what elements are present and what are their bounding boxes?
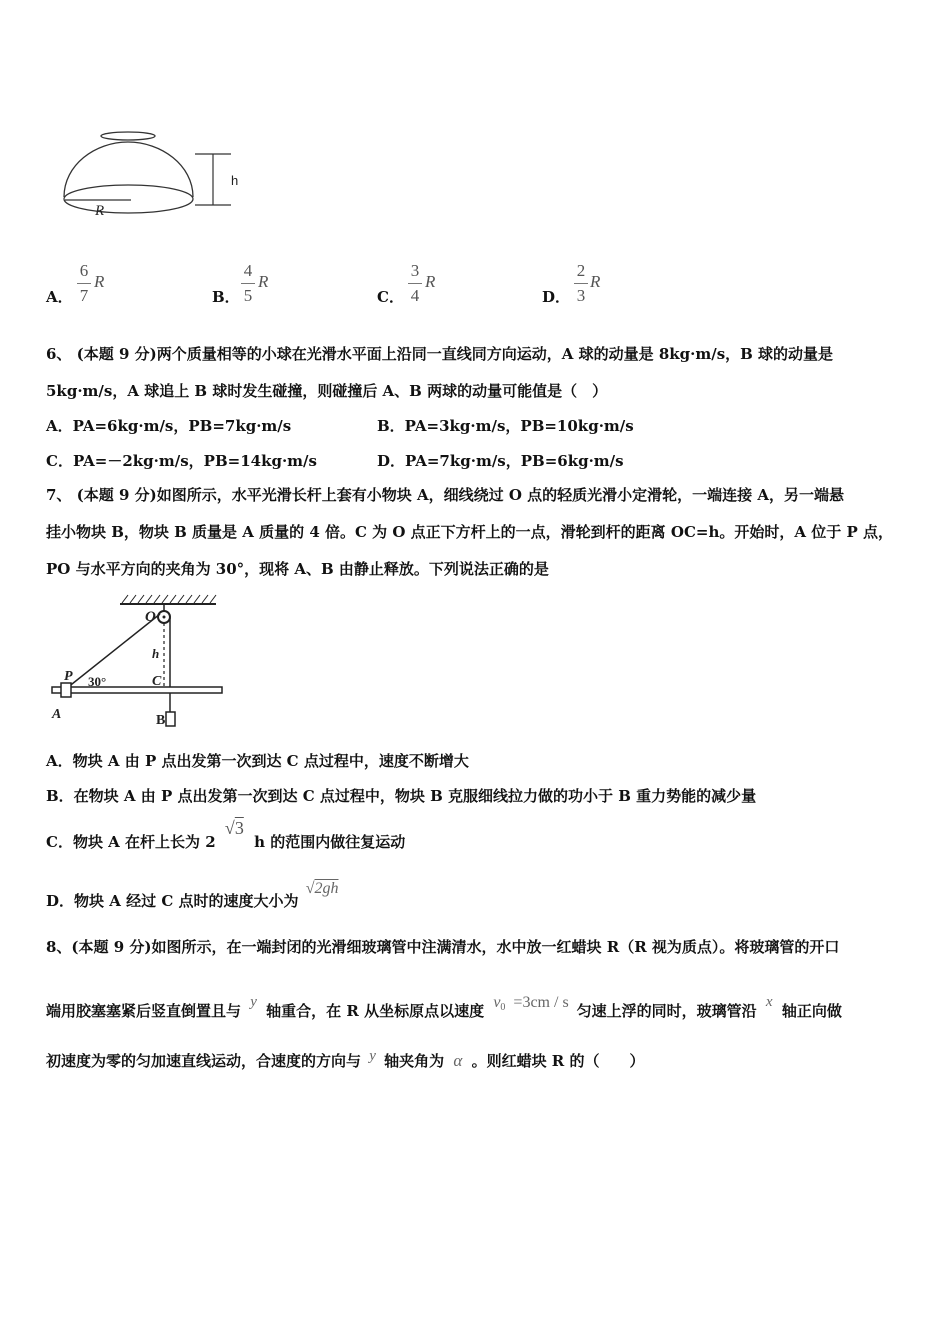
alpha-symbol: α: [453, 1051, 463, 1070]
q5-option-a-letter: A．: [46, 288, 73, 306]
q7-option-b: B．在物块 A 由 P 点出发第一次到达 C 点过程中，物块 B 克服细线拉力做的功小于 B 重力势能的减少量: [46, 787, 757, 805]
label-A: A: [52, 707, 62, 722]
q5-option-d-letter: D．: [542, 288, 571, 306]
block-B: [166, 712, 175, 726]
q7-option-c: [46, 818, 406, 853]
q8-line2-c: 匀速上浮的同时，玻璃管沿: [576, 1002, 757, 1020]
q8-stem-line2: [46, 994, 842, 1028]
label-C: C: [152, 674, 162, 689]
q7-option-d-pre: D．物块 A 经过 C 点时的速度大小为: [46, 892, 299, 910]
q6-option-d: D．PA=7kg·m/s，PB=6kg·m/s: [377, 452, 624, 470]
q8-line3-b: 轴夹角为: [384, 1052, 445, 1070]
rod: [52, 687, 222, 693]
q7-option-c-post: h 的范围内做往复运动: [254, 833, 406, 851]
q5-option-c-var: R: [425, 272, 436, 291]
string-to-A: [67, 614, 160, 688]
base-ellipse: [64, 185, 193, 213]
q8-line3-a: 初速度为零的匀加速直线运动，合速度的方向与: [46, 1052, 362, 1070]
q5-option-c-fraction: 3 4: [408, 261, 422, 306]
q6-option-b: B．PA=3kg·m/s，PB=10kg·m/s: [377, 417, 634, 435]
q5-option-a-fraction: 6 7: [77, 261, 91, 306]
label-angle: 30°: [88, 674, 107, 689]
q7-stem-line2: 挂小物块 B，物块 B 质量是 A 质量的 4 倍。C 为 O 点正下方杆上的一点，滑轮到杆的距离 OC=h。开始时，A 位于 P 点，: [46, 523, 893, 541]
q5-option-d-fraction: 2 3: [574, 261, 588, 306]
q5-option-d-var: R: [590, 272, 601, 291]
q6-option-a: A．PA=6kg·m/s，PB=7kg·m/s: [46, 417, 292, 435]
q5-option-b-var: R: [258, 272, 269, 291]
top-ring: [101, 132, 155, 140]
label-h: h: [152, 646, 160, 661]
q7-option-a: A．物块 A 由 P 点出发第一次到达 C 点过程中，速度不断增大: [46, 752, 469, 770]
q7-option-c-pre: C．物块 A 在杆上长为 2: [46, 833, 216, 851]
q6-option-c: C．PA=－2kg·m/s，PB=14kg·m/s: [46, 452, 317, 470]
x-axis-symbol: x: [765, 994, 773, 1010]
y-axis-symbol-2: y: [369, 1048, 376, 1064]
q5-option-b-letter: B．: [212, 288, 240, 306]
q8-line2-d: 轴正向做: [781, 1002, 842, 1020]
q5-option-c-letter: C．: [377, 288, 404, 306]
pulley-figure: [48, 590, 228, 735]
block-A: [61, 683, 71, 697]
height-label: h: [231, 173, 239, 188]
radius-label: R: [95, 203, 105, 219]
q8-stem-line3: [46, 1050, 645, 1073]
sqrt-2gh: √2gh: [305, 880, 339, 897]
y-axis-symbol-1: y: [250, 994, 257, 1010]
q7-stem-line3: PO 与水平方向的夹角为 30°，现将 A、B 由静止释放。下列说法正确的是: [46, 560, 549, 578]
q6-stem-line1: 6、 (本题 9 分)两个质量相等的小球在光滑水平面上沿同一直线同方向运动，A 球的动量是 8kg·m/s，B 球的动量是: [46, 345, 834, 363]
q8-line2-a: 端用胶塞塞紧后竖直倒置且与: [46, 1002, 242, 1020]
q5-option-a-var: R: [94, 272, 105, 291]
sqrt3: √3: [224, 818, 244, 838]
hemisphere-figure: [55, 125, 255, 235]
q5-option-b-fraction: 4 5: [241, 261, 255, 306]
label-P: P: [64, 669, 73, 684]
q8-line2-b: 轴重合，在 R 从坐标原点以速度: [266, 1002, 485, 1020]
label-B: B: [156, 713, 166, 728]
q8-line3-c: 。则红蜡块 R 的（ ）: [471, 1052, 645, 1070]
q6-stem-line2: 5kg·m/s，A 球追上 B 球时发生碰撞，则碰撞后 A、B 两球的动量可能值是（ ）: [46, 382, 608, 400]
label-O: O: [145, 609, 156, 625]
v0-expression: v0 =3cm / s: [493, 994, 569, 1013]
q8-stem-line1: 8、(本题 9 分)如图所示，在一端封闭的光滑细玻璃管中注满清水，水中放一红蜡块 R（R 视为质点）。将玻璃管的开口: [46, 938, 840, 956]
q7-option-d: [46, 880, 342, 912]
q7-stem-line1: 7、 (本题 9 分)如图所示，水平光滑长杆上套有小物块 A，细线绕过 O 点的轻质光滑小定滑轮，一端连接 A，另一端悬: [46, 486, 844, 504]
